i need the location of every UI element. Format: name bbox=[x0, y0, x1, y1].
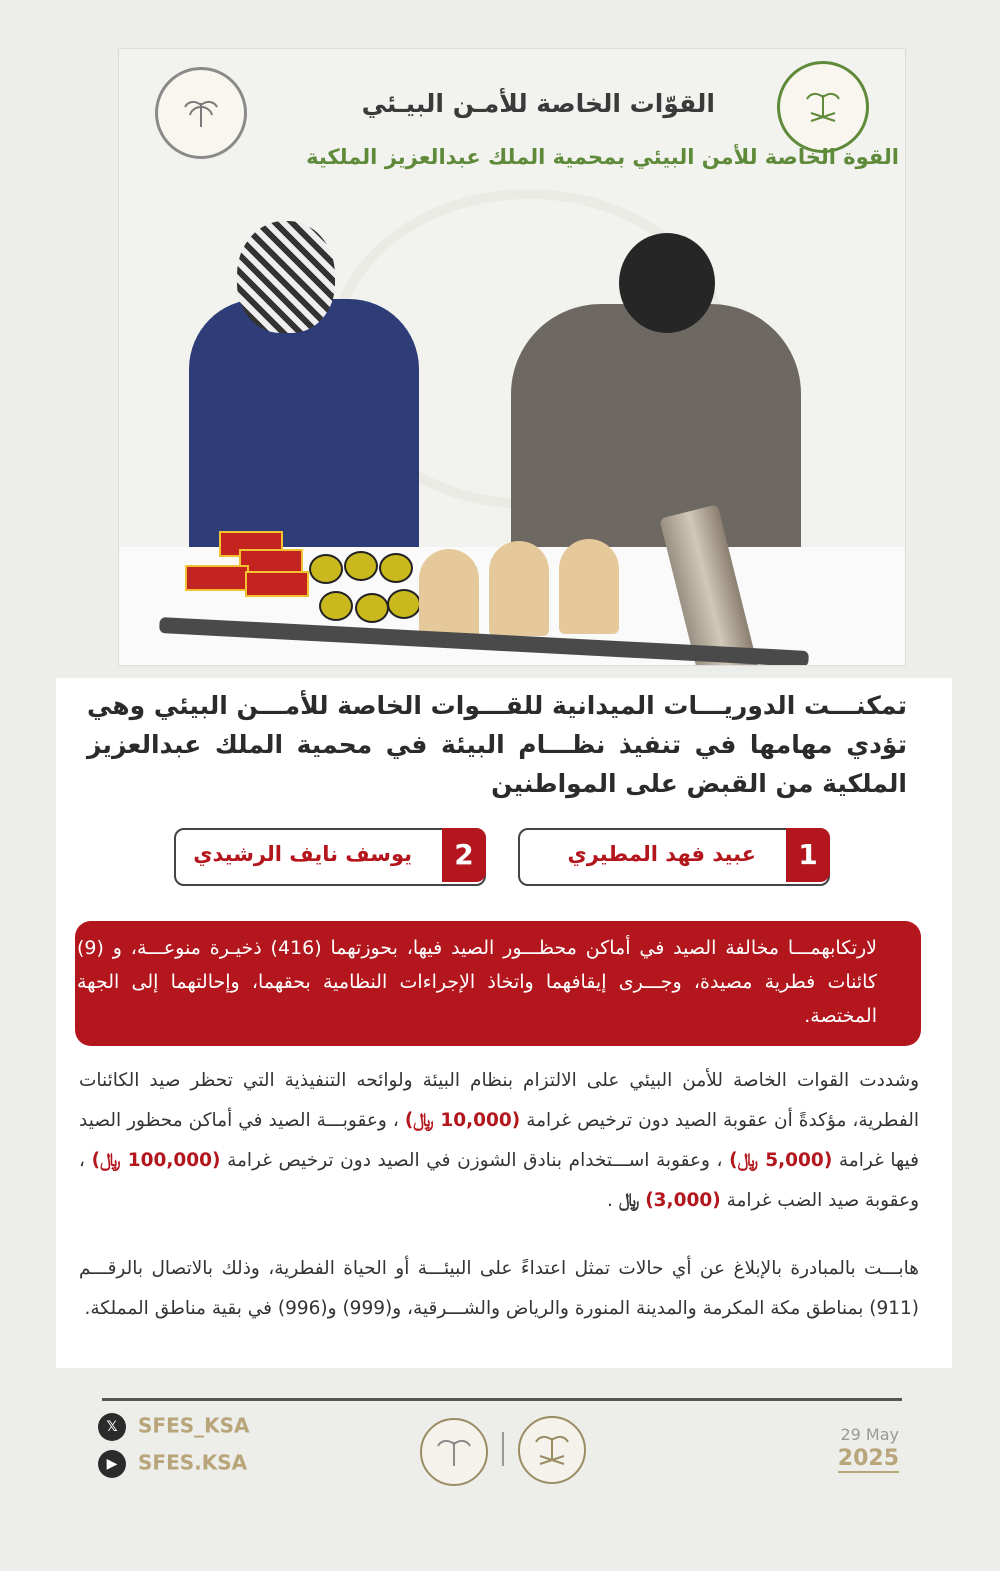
penalty-amount: (100,000 ﷼) bbox=[91, 1150, 221, 1171]
ministry-footer-logo bbox=[518, 1416, 586, 1484]
suspect-two-head bbox=[619, 233, 715, 333]
palm-icon bbox=[434, 1432, 474, 1472]
suspect-name: يوسف نايف الرشيدي bbox=[193, 842, 412, 866]
bird bbox=[319, 591, 353, 621]
lizard bbox=[489, 541, 549, 636]
banner-title: القوّات الخاصة للأمـن البيـئي bbox=[361, 89, 715, 118]
penalty-text: ، وعقوبة صيد الضب غرامة bbox=[79, 1150, 919, 1211]
bird bbox=[309, 554, 343, 584]
ammo-box bbox=[245, 571, 309, 597]
palm-swords-icon bbox=[803, 87, 843, 127]
sfes-footer-logo bbox=[420, 1418, 488, 1486]
youtube-account[interactable] bbox=[98, 1450, 247, 1478]
content-card bbox=[56, 678, 952, 1368]
penalty-amount: (10,000 ﷼) bbox=[404, 1110, 521, 1131]
date-year: 2025 bbox=[837, 1446, 899, 1471]
violation-box bbox=[75, 921, 921, 1046]
saudi-emblem-right bbox=[777, 61, 869, 153]
footer-divider bbox=[102, 1398, 902, 1401]
x-account[interactable] bbox=[98, 1413, 250, 1441]
bird bbox=[379, 553, 413, 583]
penalty-amount: (3,000) bbox=[645, 1190, 721, 1211]
x-handle: SFES_KSA bbox=[138, 1413, 250, 1438]
banner-subtitle: القوة الخاصة للأمن البيئي بمحمية الملك عبدالعزيز الملكية bbox=[306, 145, 899, 169]
violation-text: لارتكابهمـــا مخالفة الصيد في أماكن محظـــور الصيد فيها، بحوزتهما (416) ذخيـرة منوعـــة، و (9) كائنات فطرية مصيدة، وجـــرى إيقافهما واتخاذ الإجراءات النظامية بحقهما، وإحالتهما إلى الجهة المختصة. bbox=[77, 937, 878, 1027]
press-photo bbox=[118, 48, 906, 666]
suspect-card-2 bbox=[174, 828, 486, 886]
penalty-text: وشددت القوات الخاصة للأمن البيئي على الالتزام بنظام البيئة ولوائحه التنفيذية التي تحظر صيد الكائنات الفطرية، مؤكدةً أن عقوبة الصيد دون ترخيص غرامة bbox=[79, 1070, 919, 1131]
youtube-handle: SFES.KSA bbox=[138, 1450, 248, 1475]
x-logo-icon: 𝕏 bbox=[98, 1413, 126, 1441]
sfes-emblem-left bbox=[155, 67, 247, 159]
penalty-text: ، وعقوبة اســـتخدام بنادق الشوزن في الصيد دون ترخيص غرامة bbox=[227, 1150, 723, 1171]
bird bbox=[387, 589, 421, 619]
penalty-text: . bbox=[607, 1190, 613, 1211]
bird bbox=[355, 593, 389, 623]
penalty-text: ، وعقوبـــة الصيد في أماكن محظور الصيد فيها غرامة bbox=[79, 1110, 919, 1171]
penalty-amount: (5,000 ﷼) bbox=[729, 1150, 833, 1171]
ammo-box bbox=[185, 565, 249, 591]
penalties-paragraph bbox=[79, 1061, 919, 1221]
suspect-name: عبيد فهد المطيري bbox=[567, 842, 756, 866]
logo-separator bbox=[502, 1432, 504, 1466]
date-day: 29 May bbox=[840, 1425, 899, 1444]
suspect-one-headscarf bbox=[237, 221, 335, 333]
suspect-number: 1 bbox=[786, 828, 830, 882]
youtube-icon: ▶ bbox=[98, 1450, 126, 1478]
lizard bbox=[419, 549, 479, 644]
bird bbox=[344, 551, 378, 581]
suspect-number: 2 bbox=[442, 828, 486, 882]
suspect-card-1 bbox=[518, 828, 830, 886]
currency-symbol: ﷼ bbox=[618, 1190, 640, 1211]
palm-icon bbox=[181, 93, 221, 133]
report-paragraph: هابـــت بالمبادرة بالإبلاغ عن أي حالات تمثل اعتداءً على البيئـــة أو الحياة الفطرية، وذلك بالاتصال بالرقـــم (911) بمناطق مكة المكرمة والمدينة المنورة والرياض والشـــرقية، و(999) و(996) في بقية مناطق المملكة. bbox=[79, 1258, 919, 1319]
lizard bbox=[559, 539, 619, 634]
palm-swords-icon bbox=[532, 1430, 572, 1470]
headline: تمكنـــت الدوريـــات الميدانية للقـــوات الخاصة للأمـــن البيئي وهي تؤدي مهامها في تنفيذ نظـــام البيئة في محمية الملك عبدالعزيز الملكية من القبض على المواطنين bbox=[87, 691, 907, 798]
